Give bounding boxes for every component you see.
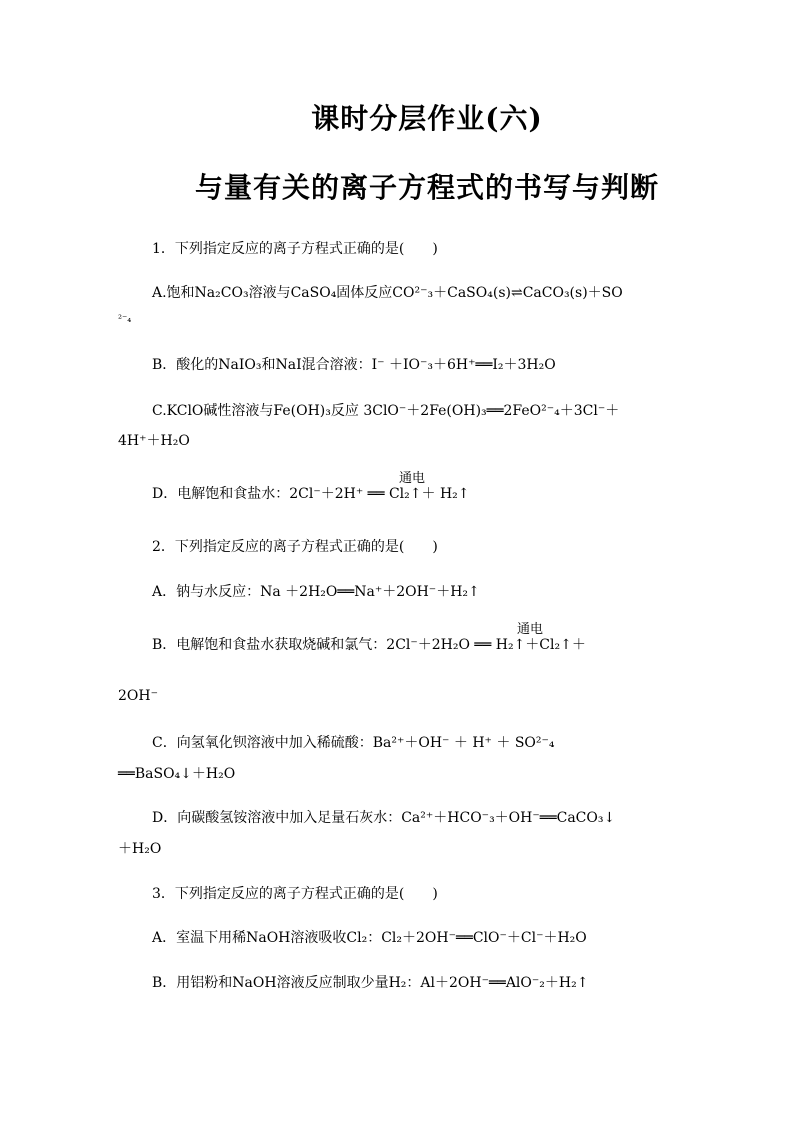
option-3b: B．用铝粉和NaOH溶液反应制取少量H₂：Al＋2OH⁻══AlO⁻₂＋H₂↑: [152, 975, 589, 991]
option-1c-cont: 4H⁺＋H₂O: [118, 433, 190, 449]
option-2b: B．电解饱和食盐水获取烧碱和氯气：2Cl⁻＋2H₂O ══ H₂↑＋Cl₂↑＋: [152, 637, 586, 653]
option-1b: B．酸化的NaIO₃和NaI混合溶液：I⁻ ＋IO⁻₃＋6H⁺══I₂＋3H₂O: [152, 357, 556, 373]
option-2d-cont: ＋H₂O: [118, 841, 162, 857]
option-1d: D．电解饱和食盐水：2Cl⁻＋2H⁺ ══ Cl₂↑＋ H₂↑: [152, 486, 470, 502]
option-1a: A.饱和Na₂CO₃溶液与CaSO₄固体反应CO²⁻₃＋CaSO₄(s)⇌CaCO₃(s)＋SO: [152, 285, 623, 301]
option-2b-cont: 2OH⁻: [118, 688, 158, 704]
option-2d: D．向碳酸氢铵溶液中加入足量石灰水：Ca²⁺＋HCO⁻₃＋OH⁻══CaCO₃↓: [152, 810, 616, 826]
electrolysis-label-2: 通电: [517, 622, 544, 637]
option-1c: C.KClO碱性溶液与Fe(OH)₃反应 3ClO⁻＋2Fe(OH)₃══2FeO²⁻₄＋3Cl⁻＋: [152, 403, 620, 419]
option-3a: A．室温下用稀NaOH溶液吸收Cl₂：Cl₂＋2OH⁻══ClO⁻＋Cl⁻＋H₂O: [152, 930, 587, 946]
document-title: 课时分层作业(六): [311, 102, 543, 135]
question-2: 2．下列指定反应的离子方程式正确的是( ): [152, 539, 438, 555]
question-3: 3．下列指定反应的离子方程式正确的是( ): [152, 886, 438, 902]
option-2c-cont: ══BaSO₄↓＋H₂O: [118, 766, 236, 782]
document-subtitle: 与量有关的离子方程式的书写与判断: [194, 171, 659, 204]
electrolysis-label-1: 通电: [399, 471, 426, 486]
option-2a: A．钠与水反应：Na ＋2H₂O══Na⁺＋2OH⁻＋H₂↑: [152, 584, 480, 600]
question-1: 1．下列指定反应的离子方程式正确的是( ): [152, 241, 438, 257]
option-2c: C．向氢氧化钡溶液中加入稀硫酸：Ba²⁺＋OH⁻ ＋ H⁺ ＋ SO²⁻₄: [152, 735, 555, 751]
option-1a-cont: ²⁻₄: [118, 314, 132, 325]
